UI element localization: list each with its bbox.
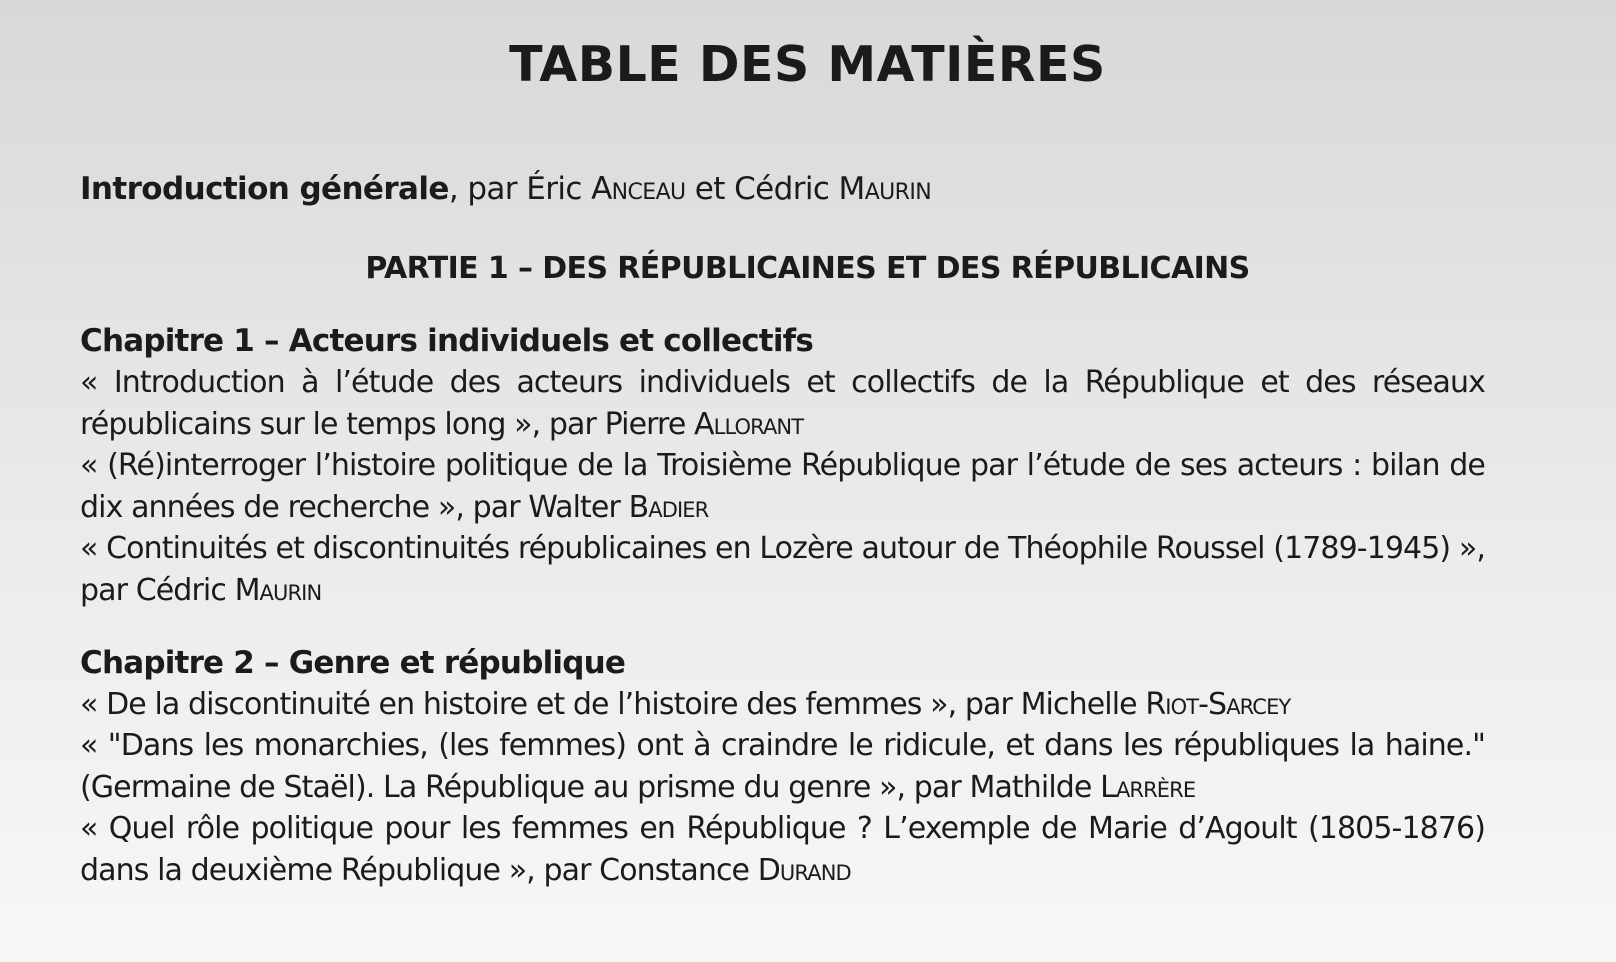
entry-title: « "Dans les monarchies, (les femmes) ont à craindre le ridicule, et dans les républiques la haine." (Germaine de Staël). La République au prisme du genre », par [80,728,1485,805]
author-last-name: Larrère [1100,769,1196,805]
entry-title: « De la discontinuité en histoire et de l’histoire des femmes », par [80,686,1021,722]
introduction-label: Introduction générale [80,171,449,207]
toc-entry [80,445,1485,528]
introduction-connector: , par [448,171,527,207]
author-last-name: Maurin [838,171,932,207]
author-first-name: Mathilde [969,769,1101,805]
author-last-name: Anceau [591,171,686,207]
author-first-name: Walter [528,489,629,525]
author-first-name: Constance [599,852,758,888]
chapter-heading: Chapitre 2 – Genre et république [80,644,626,681]
chapter-heading: Chapitre 1 – Acteurs individuels et collectifs [80,323,813,359]
toc-entry [80,684,1485,726]
chapter-2 [80,642,1485,892]
author-first-name: Éric [526,171,592,207]
author-last-name: Riot-Sarcey [1145,686,1291,722]
entry-title: « (Ré)interroger l’histoire politique de la Troisième République par l’étude de ses acteurs : bilan de dix années de recherche », par [80,448,1485,525]
author-first-name: Pierre [604,406,695,442]
author-first-name: Cédric [734,171,839,207]
author-last-name: Badier [628,489,709,525]
chapter-1 [80,320,1485,612]
toc-entry [80,362,1485,445]
introduction-between: et [685,171,735,207]
author-last-name: Durand [757,852,851,888]
toc-title: TABLE DES MATIÈRES [509,36,1106,93]
author-last-name: Maurin [234,572,322,608]
author-first-name: Cédric [135,572,235,608]
author-last-name: Allorant [694,406,804,442]
part-heading: PARTIE 1 – DES RÉPUBLICAINES ET DES RÉPUBLICAINS [365,251,1250,286]
entry-title: « Quel rôle politique pour les femmes en République ? L’exemple de Marie d’Agoult (1805-1876) dans la deuxième République », par [80,811,1485,888]
entry-title: « Continuités et discontinuités républicaines en Lozère autour de Théophile Roussel (1789-1945) », par [80,531,1485,608]
introduction-entry [80,168,1485,210]
entry-title: « Introduction à l’étude des acteurs individuels et collectifs de la République et des réseaux républicains sur le temps long », par [80,365,1485,442]
toc-entry [80,808,1485,891]
toc-entry [80,528,1485,611]
toc-entry [80,725,1485,808]
author-first-name: Michelle [1020,686,1146,722]
